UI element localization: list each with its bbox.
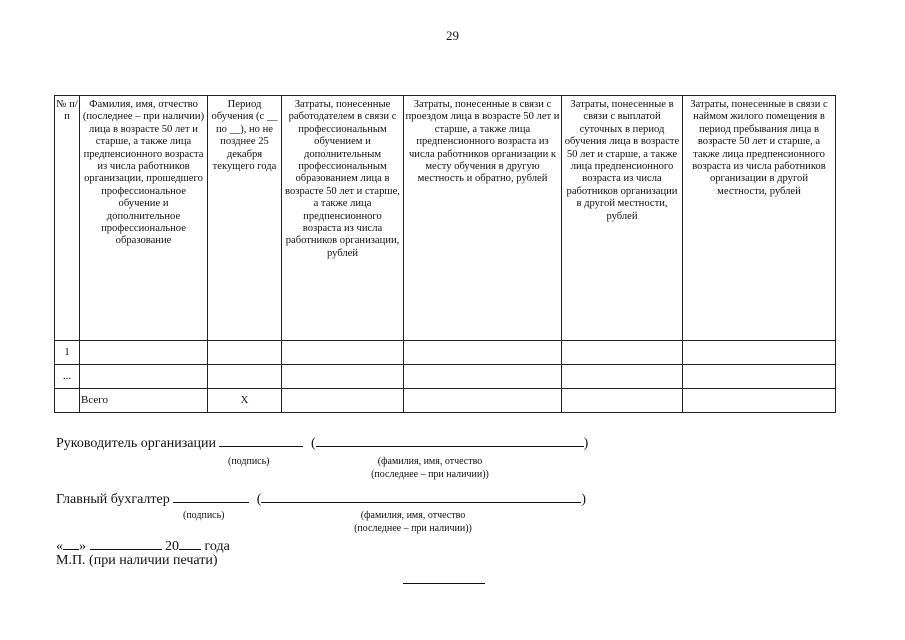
- table-cell: [683, 341, 836, 365]
- director-name-blank: [316, 434, 584, 447]
- accountant-signature-blank: [173, 490, 249, 503]
- costs-table: [54, 95, 836, 413]
- table-cell: [404, 389, 562, 413]
- bottom-rule: [403, 583, 485, 584]
- stamp-note: М.П. (при наличии печати): [56, 553, 218, 568]
- day-blank: [63, 537, 79, 550]
- total-period-mark: X: [208, 389, 282, 413]
- total-row: [55, 389, 836, 413]
- director-name-caption: [360, 455, 500, 481]
- table-cell: [562, 365, 683, 389]
- table-row: [55, 365, 836, 389]
- table-cell: [683, 389, 836, 413]
- director-signature-line: [56, 434, 588, 452]
- header-travel-costs: Затраты, понесенные в связи с проездом лица в возрасте 50 лет и старше, а также лица предпенсионного возраста из числа работников организации к месту обучения в другую местность и обратно, рублей: [404, 96, 562, 341]
- header-full-name: Фамилия, имя, отчество (последнее – при наличии) лица в возрасте 50 лет и старше, а также лица предпенсионного возраста из числа работников организации, прошедшего профессиональное обучение и дополнительное профессиональное образование: [80, 96, 208, 341]
- accountant-name-caption: [343, 509, 483, 535]
- open-paren: (: [256, 492, 262, 507]
- page-number: 29: [446, 28, 459, 43]
- name-caption-line: (последнее – при наличии)): [371, 469, 489, 480]
- table-cell: [208, 365, 282, 389]
- header-training-costs: Затраты, понесенные работодателем в связи с профессиональным обучением и дополнительным профессиональным образованием лица в возрасте 50 лет и старше, а также лица предпенсионного возраста из числа работников организации, рублей: [282, 96, 404, 341]
- header-training-period: Период обучения (с __ по __), но не позднее 25 декабря текущего года: [208, 96, 282, 341]
- table-cell: [282, 341, 404, 365]
- open-quote: «: [56, 539, 63, 554]
- close-paren: ): [581, 492, 587, 507]
- director-signature-blank: [219, 434, 303, 447]
- header-per-diem-costs: Затраты, понесенные в связи с выплатой суточных в период обучения лица в возрасте 50 лет и старше, а также лица предпенсионного возраста из числа работников организации в другой местности, рублей: [562, 96, 683, 341]
- table-cell: ...: [55, 365, 80, 389]
- table-cell: [55, 389, 80, 413]
- header-housing-costs: Затраты, понесенные в связи с наймом жилого помещения в период пребывания лица в возрасте 50 лет и старше, а также лица предпенсионного возраста из числа работников организации в другой местности, рублей: [683, 96, 836, 341]
- director-signature-caption: (подпись): [228, 456, 270, 467]
- accountant-signature-caption: (подпись): [183, 510, 225, 521]
- month-blank: [90, 537, 162, 550]
- year-blank: [179, 537, 201, 550]
- header-row: [55, 96, 836, 341]
- table-cell: [562, 341, 683, 365]
- table-cell: [404, 365, 562, 389]
- table-cell: [80, 365, 208, 389]
- name-caption-line: (последнее – при наличии)): [354, 523, 472, 534]
- director-label: Руководитель организации: [56, 436, 216, 451]
- name-caption-line: (фамилия, имя, отчество: [377, 456, 483, 467]
- year-suffix: года: [204, 539, 230, 554]
- open-paren: (: [310, 436, 316, 451]
- close-quote: »: [79, 539, 86, 554]
- accountant-signature-line: [56, 490, 586, 508]
- table-cell: [282, 365, 404, 389]
- header-number: № п/п: [55, 96, 80, 341]
- table-cell: 1: [55, 341, 80, 365]
- accountant-name-blank: [261, 490, 581, 503]
- name-caption-line: (фамилия, имя, отчество: [360, 510, 466, 521]
- table-cell: [404, 341, 562, 365]
- table-cell: [562, 389, 683, 413]
- table-cell: [80, 341, 208, 365]
- close-paren: ): [583, 436, 589, 451]
- table-row: [55, 341, 836, 365]
- total-label: Всего: [80, 389, 208, 413]
- year-prefix: 20: [165, 539, 179, 554]
- table-cell: [282, 389, 404, 413]
- table-cell: [208, 341, 282, 365]
- accountant-label: Главный бухгалтер: [56, 492, 170, 507]
- table-cell: [683, 365, 836, 389]
